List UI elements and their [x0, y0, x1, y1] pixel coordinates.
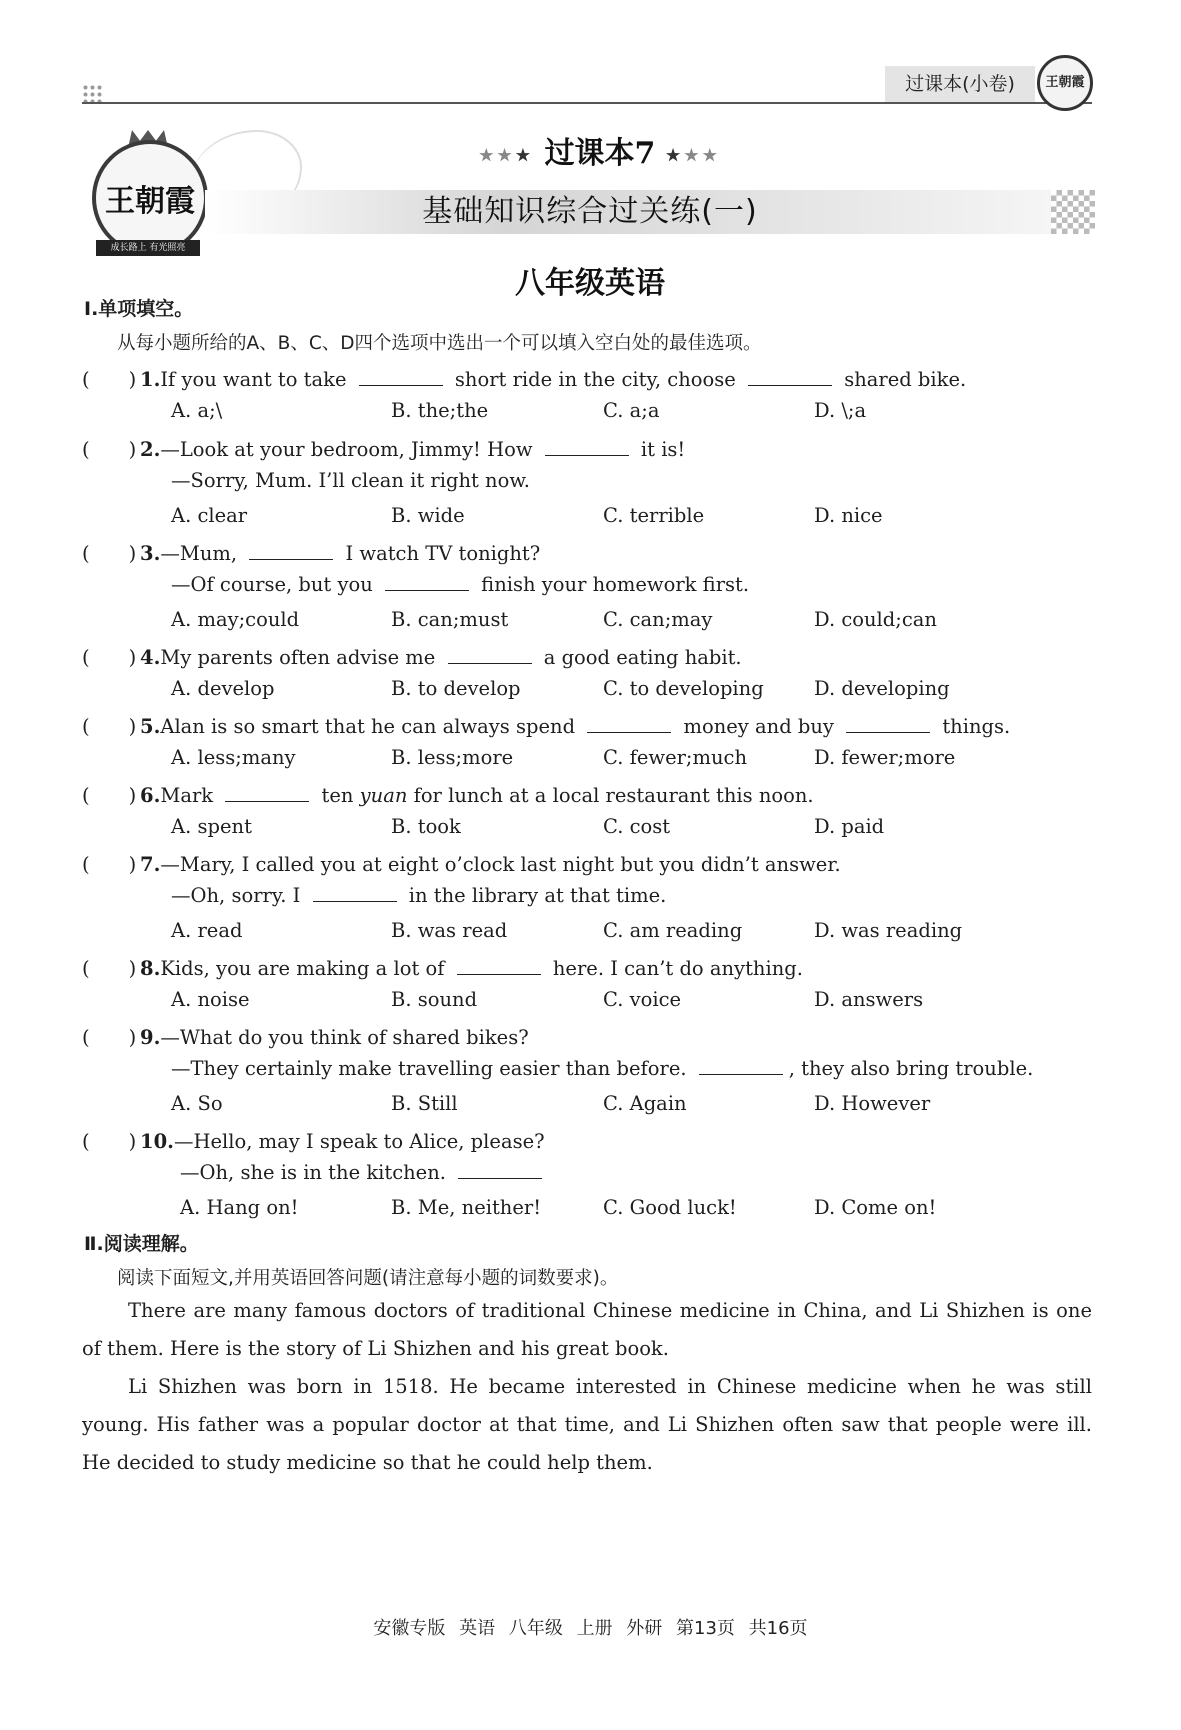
option-c[interactable]: C. am reading — [603, 919, 743, 942]
checker-decoration — [1051, 190, 1095, 234]
option-d[interactable]: D. \;a — [814, 399, 867, 422]
answer-blank[interactable] — [846, 718, 930, 733]
question-line: —Oh, she is in the kitchen. — [180, 1161, 548, 1184]
option-b[interactable]: B. Me, neither! — [391, 1196, 542, 1219]
option-d[interactable]: D. fewer;more — [814, 746, 956, 769]
option-c[interactable]: C. fewer;much — [603, 746, 748, 769]
brand-slogan: 成长路上 有光照亮 — [96, 240, 200, 256]
option-b[interactable]: B. less;more — [391, 746, 514, 769]
option-b[interactable]: B. the;the — [391, 399, 489, 422]
option-c[interactable]: C. terrible — [603, 504, 705, 527]
brand-logo-small: 王朝霞 — [1037, 55, 1093, 111]
question-9: ( ) 9.—What do you think of shared bikes? — [82, 1026, 529, 1049]
page-title: 基础知识综合过关练(一) — [422, 194, 758, 229]
option-c[interactable]: C. can;may — [603, 608, 713, 631]
question-line: —They certainly make travelling easier than before. , they also bring trouble. — [171, 1057, 1034, 1080]
option-a[interactable]: A. Hang on! — [180, 1196, 299, 1219]
question-1: ( ) 1.If you want to take short ride in the city, choose shared bike. — [82, 368, 967, 391]
option-b[interactable]: B. to develop — [391, 677, 521, 700]
question-6: ( ) 6.Mark ten yuan for lunch at a local restaurant this noon. — [82, 784, 814, 807]
star-icon: ★ — [515, 145, 535, 165]
answer-blank[interactable] — [448, 649, 532, 664]
question-7: ( ) 7.—Mary, I called you at eight o’clock last night but you didn’t answer. — [82, 853, 841, 876]
brand-logo-text: 王朝霞 — [105, 184, 195, 219]
series-label — [460, 128, 740, 172]
option-b[interactable]: B. took — [391, 815, 461, 838]
option-b[interactable]: B. Still — [391, 1092, 458, 1115]
option-c[interactable]: C. Again — [603, 1092, 687, 1115]
question-3: ( ) 3.—Mum, I watch TV tonight? — [82, 542, 541, 565]
answer-blank[interactable] — [699, 1060, 783, 1075]
header-rule — [82, 102, 1092, 104]
question-4: ( ) 4.My parents often advise me a good eating habit. — [82, 646, 742, 669]
question-8: ( ) 8.Kids, you are making a lot of here. I can’t do anything. — [82, 957, 803, 980]
question-5: ( ) 5.Alan is so smart that he can always spend money and buy things. — [82, 715, 1011, 738]
option-c[interactable]: C. voice — [603, 988, 682, 1011]
star-icon: ★★ — [479, 145, 516, 165]
option-c[interactable]: C. a;a — [603, 399, 660, 422]
option-a[interactable]: A. spent — [171, 815, 252, 838]
page-footer: 安徽专版 英语 八年级 上册 外研 第13页 共16页 — [373, 1618, 808, 1639]
option-d[interactable]: D. developing — [814, 677, 950, 700]
passage-paragraph: Li Shizhen was born in 1518. He became interested in Chinese medicine when he was still young. His father was a popular doctor at that time, and Li Shizhen often saw that people were ill. He decided to study medicine so that he could help them. — [82, 1375, 1092, 1474]
answer-blank[interactable] — [225, 787, 309, 802]
section-instruction: 阅读下面短文,并用英语回答问题(请注意每小题的词数要求)。 — [117, 1268, 619, 1289]
question-10: ( ) 10.—Hello, may I speak to Alice, please? — [82, 1130, 545, 1153]
answer-blank[interactable] — [249, 545, 333, 560]
corner-dots-decoration — [82, 84, 102, 104]
page-subtitle: 八年级英语 — [515, 266, 665, 301]
option-d[interactable]: D. paid — [814, 815, 885, 838]
option-d[interactable]: D. answers — [814, 988, 924, 1011]
option-c[interactable]: C. cost — [603, 815, 671, 838]
option-b[interactable]: B. was read — [391, 919, 508, 942]
answer-blank[interactable] — [359, 371, 443, 386]
option-b[interactable]: B. sound — [391, 988, 478, 1011]
answer-blank[interactable] — [748, 371, 832, 386]
answer-blank[interactable] — [457, 960, 541, 975]
header-tab: 过课本(小卷) — [885, 66, 1035, 102]
option-d[interactable]: D. could;can — [814, 608, 937, 631]
answer-blank[interactable] — [385, 576, 469, 591]
option-a[interactable]: A. read — [171, 919, 243, 942]
option-b[interactable]: B. wide — [391, 504, 465, 527]
star-icon: ★ — [665, 145, 685, 165]
question-line: —Oh, sorry. I in the library at that time. — [171, 884, 667, 907]
passage-paragraph: There are many famous doctors of traditional Chinese medicine in China, and Li Shizhen is one of them. Here is the story of Li Shizhen and his great book. — [82, 1299, 1092, 1360]
question-line: —Sorry, Mum. I’ll clean it right now. — [171, 469, 530, 492]
option-a[interactable]: A. less;many — [171, 746, 296, 769]
option-b[interactable]: B. can;must — [391, 608, 509, 631]
option-a[interactable]: A. may;could — [171, 608, 300, 631]
star-icon: ★★ — [684, 145, 721, 165]
section-instruction: 从每小题所给的A、B、C、D四个选项中选出一个可以填入空白处的最佳选项。 — [117, 333, 762, 354]
answer-blank[interactable] — [587, 718, 671, 733]
answer-blank[interactable] — [545, 441, 629, 456]
option-d[interactable]: D. However — [814, 1092, 931, 1115]
option-a[interactable]: A. a;\ — [171, 399, 223, 422]
option-a[interactable]: A. develop — [171, 677, 275, 700]
option-c[interactable]: C. to developing — [603, 677, 764, 700]
question-line: —Of course, but you finish your homework first. — [171, 573, 750, 596]
answer-blank[interactable] — [313, 887, 397, 902]
question-2: ( ) 2.—Look at your bedroom, Jimmy! How it is! — [82, 438, 686, 461]
option-d[interactable]: D. Come on! — [814, 1196, 937, 1219]
option-a[interactable]: A. clear — [171, 504, 248, 527]
answer-blank[interactable] — [458, 1164, 542, 1179]
option-d[interactable]: D. nice — [814, 504, 883, 527]
option-c[interactable]: C. Good luck! — [603, 1196, 737, 1219]
section-heading: Ⅰ.单项填空。 — [84, 298, 194, 320]
option-d[interactable]: D. was reading — [814, 919, 963, 942]
option-a[interactable]: A. noise — [171, 988, 250, 1011]
series-text: 过课本7 — [544, 136, 656, 171]
section-heading: Ⅱ.阅读理解。 — [84, 1233, 199, 1255]
brand-logo — [92, 140, 208, 256]
option-a[interactable]: A. So — [171, 1092, 223, 1115]
